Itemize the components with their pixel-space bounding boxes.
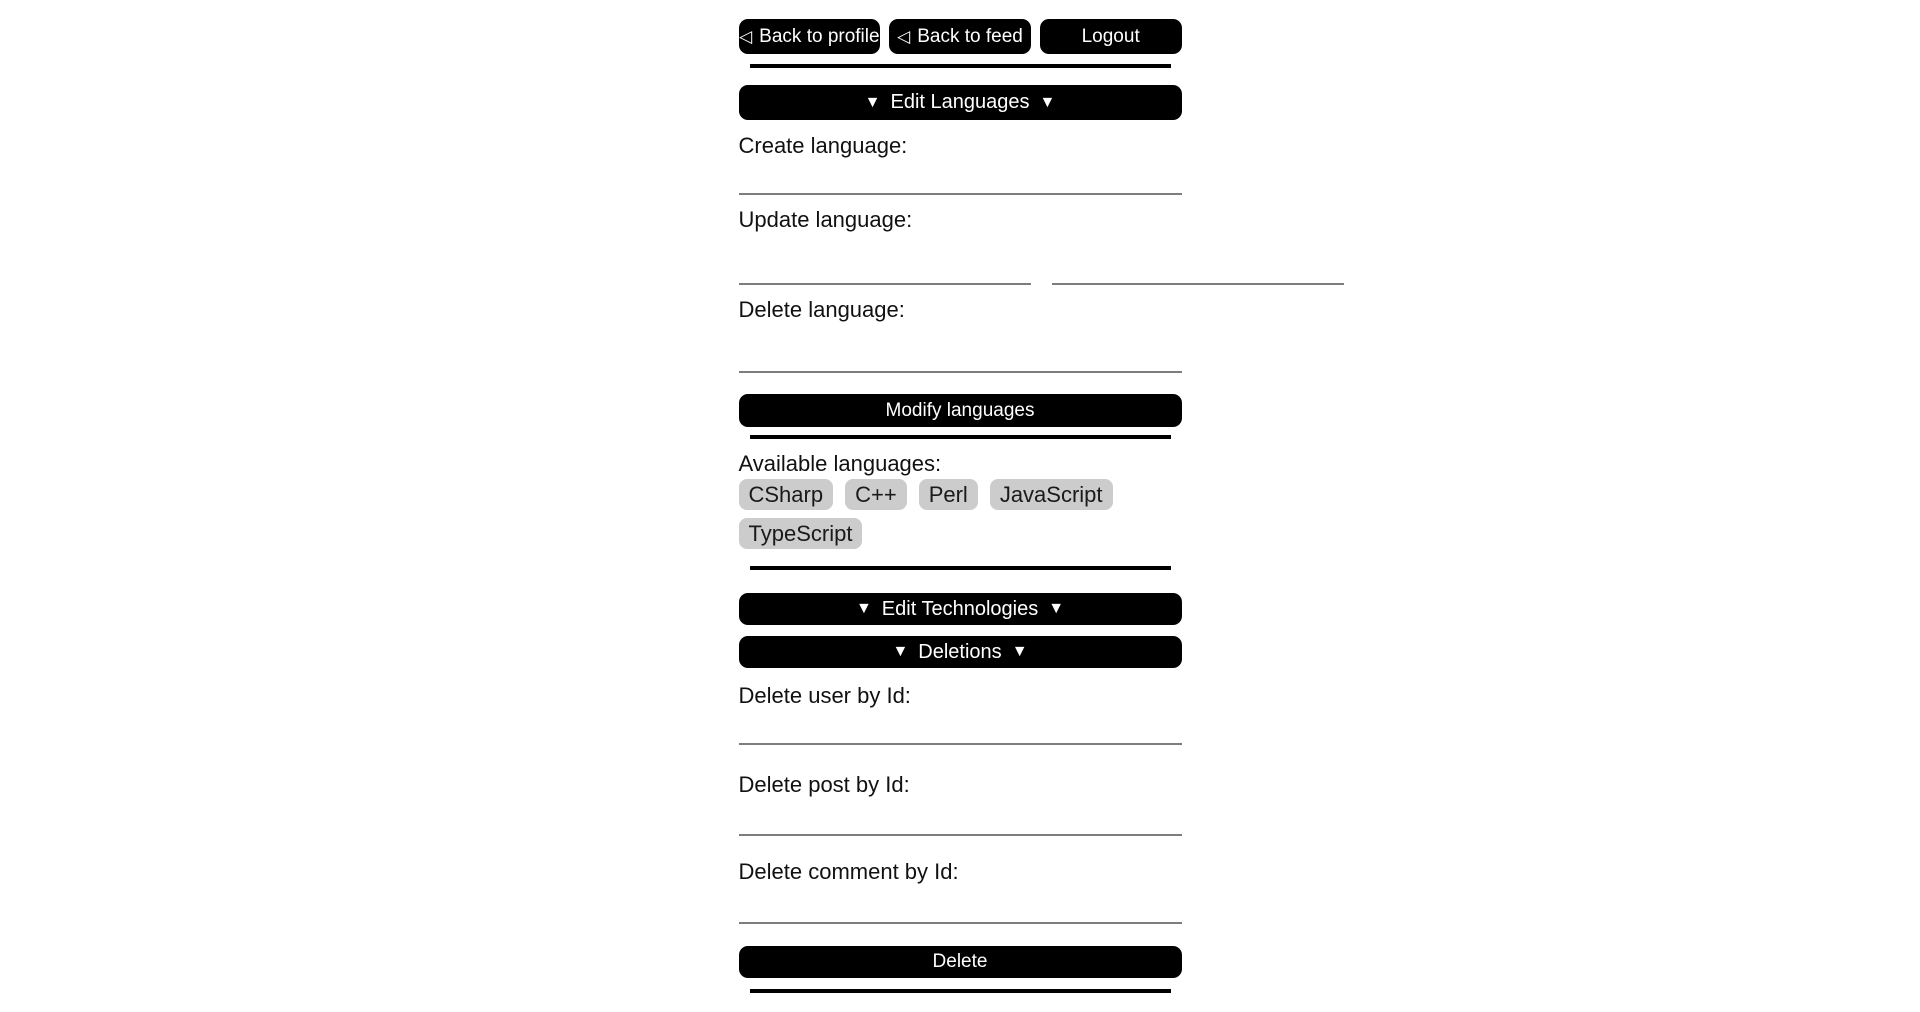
edit-languages-label: Edit Languages [890, 91, 1030, 113]
modify-languages-label: Modify languages [885, 399, 1035, 421]
section-divider [750, 566, 1171, 570]
chevron-down-icon: ▼ [1011, 643, 1028, 660]
delete-post-id-input[interactable] [739, 800, 1182, 836]
chevron-down-icon: ▼ [1048, 600, 1065, 617]
create-language-label: Create language: [738, 133, 908, 158]
language-tag: C++ [845, 479, 907, 510]
update-language-inputs [739, 249, 1182, 285]
edit-technologies-accordion-button[interactable] [739, 593, 1182, 625]
back-to-profile-button[interactable] [739, 19, 881, 54]
back-to-feed-button[interactable] [889, 19, 1031, 54]
available-languages-list [739, 479, 1182, 557]
back-arrow-icon: ◁ [739, 27, 753, 46]
language-tag: JavaScript [990, 479, 1113, 510]
delete-comment-label: Delete comment by Id: [738, 859, 959, 884]
back-arrow-icon: ◁ [897, 27, 911, 46]
available-languages-label: Available languages: [738, 451, 942, 476]
update-language-new-input[interactable] [1052, 249, 1344, 285]
edit-technologies-label: Edit Technologies [881, 597, 1039, 620]
delete-language-label: Delete language: [738, 297, 905, 322]
deletions-label: Deletions [918, 640, 1002, 663]
delete-user-label: Delete user by Id: [738, 683, 911, 708]
update-language-old-input[interactable] [739, 249, 1031, 285]
chevron-down-icon: ▼ [864, 93, 881, 111]
language-tag: TypeScript [739, 518, 863, 549]
delete-user-id-input[interactable] [739, 709, 1182, 745]
logout-button[interactable] [1040, 19, 1182, 54]
section-divider [750, 989, 1171, 993]
delete-post-label: Delete post by Id: [738, 772, 910, 797]
deletions-accordion-button[interactable] [739, 636, 1182, 668]
delete-submit-button[interactable] [739, 946, 1182, 978]
edit-languages-accordion-button[interactable] [739, 85, 1182, 120]
section-divider [750, 64, 1171, 68]
back-to-profile-label: Back to profile [759, 25, 880, 47]
back-to-feed-label: Back to feed [917, 25, 1023, 47]
main-column [739, 0, 1182, 993]
delete-submit-label: Delete [932, 951, 988, 972]
delete-language-input[interactable] [739, 337, 1182, 373]
language-tag: Perl [919, 479, 978, 510]
top-nav [739, 19, 1182, 54]
language-tag: CSharp [739, 479, 834, 510]
update-language-label: Update language: [738, 207, 913, 232]
chevron-down-icon: ▼ [892, 643, 909, 660]
chevron-down-icon: ▼ [855, 600, 872, 617]
logout-label: Logout [1081, 25, 1140, 47]
chevron-down-icon: ▼ [1039, 93, 1056, 111]
create-language-input[interactable] [739, 159, 1182, 195]
modify-languages-button[interactable] [739, 394, 1182, 427]
delete-comment-id-input[interactable] [739, 888, 1182, 924]
section-divider [750, 435, 1171, 439]
